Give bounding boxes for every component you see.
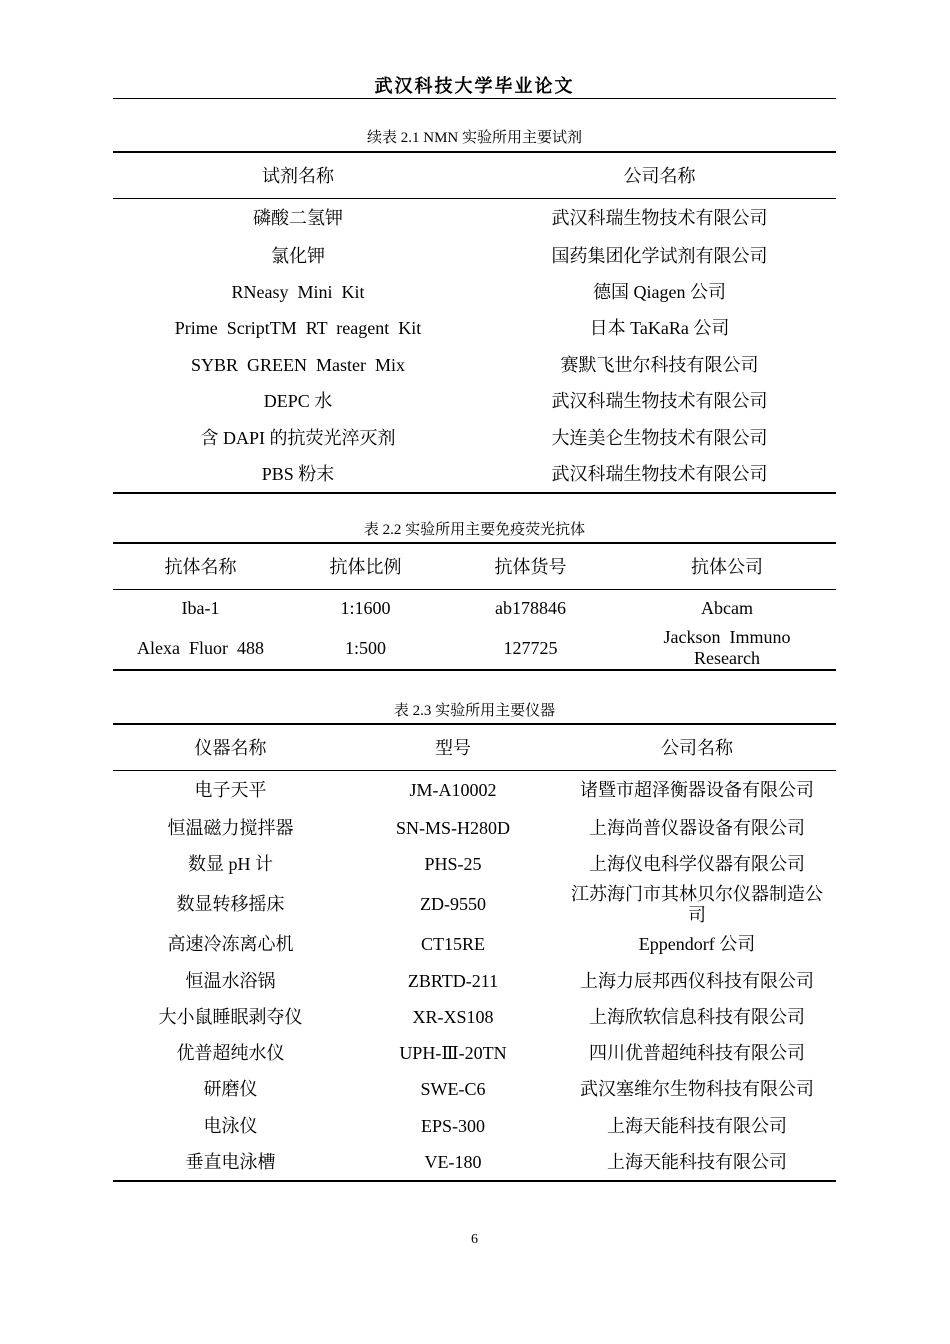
table-row	[113, 963, 836, 999]
table-cell: ZD-9550	[420, 894, 486, 915]
table-cell: 上海力辰邦西仪科技有限公司	[580, 970, 814, 991]
table-header-row	[113, 543, 836, 589]
column-header: 试剂名称	[262, 166, 334, 187]
column-header: 型号	[435, 738, 471, 759]
table-row	[113, 846, 836, 882]
table2-caption: 表 2.2 实验所用主要免疫荧光抗体	[363, 522, 586, 538]
table-cell: SN-MS-H280D	[395, 817, 510, 838]
table-cell: 日本 TaKaRa 公司	[589, 318, 730, 339]
table-cell: Alexa Fluor 488	[137, 637, 264, 658]
table-cell: 1:500	[344, 637, 386, 658]
table3-caption: 表 2.3 实验所用主要仪器	[393, 703, 556, 719]
table-row	[113, 589, 836, 627]
table-row	[113, 456, 836, 492]
column-header: 抗体货号	[494, 557, 567, 578]
table-cell: 研磨仪	[203, 1079, 258, 1100]
table-cell: VE-180	[424, 1151, 482, 1172]
table-cell: JM-A10002	[409, 779, 497, 800]
table-cell: 恒温水浴锅	[185, 970, 276, 991]
table-cell: CT15RE	[420, 934, 485, 955]
table-cell: ab178846	[495, 597, 566, 618]
table-cell: EPS-300	[420, 1115, 485, 1136]
table-cell: 数显转移摇床	[176, 894, 285, 915]
table-cell: 优普超纯水仪	[176, 1043, 285, 1064]
table-row	[113, 1035, 836, 1071]
instruments-table	[113, 723, 836, 1182]
column-header: 公司名称	[661, 738, 733, 759]
page-header-title: 武汉科技大学毕业论文	[374, 76, 575, 96]
table-cell: 电子天平	[194, 779, 267, 800]
table-cell: 诸暨市超泽衡器设备有限公司	[580, 779, 814, 800]
table-cell: UPH-Ⅲ-20TN	[399, 1043, 507, 1064]
column-header: 抗体比例	[329, 557, 402, 578]
table-cell: Eppendorf 公司	[638, 934, 756, 955]
table-cell: 127725	[503, 637, 558, 658]
table-row	[113, 198, 836, 238]
table-cell: Iba-1	[181, 597, 220, 618]
table1-caption: 续表 2.1 NMN 实验所用主要试剂	[366, 130, 582, 146]
table-cell: SWE-C6	[420, 1079, 486, 1100]
table-cell: 武汉塞维尔生物科技有限公司	[580, 1079, 814, 1100]
table-row	[113, 927, 836, 963]
table-cell: 垂直电泳槽	[185, 1151, 276, 1172]
table-row	[113, 311, 836, 347]
table-cell: PBS 粉末	[261, 463, 335, 484]
table-row	[113, 420, 836, 456]
column-header: 仪器名称	[194, 738, 267, 759]
table-cell: PHS-25	[424, 853, 482, 874]
table-header-row	[113, 724, 836, 770]
table-cell: 电泳仪	[203, 1115, 258, 1136]
table-row	[113, 810, 836, 846]
antibodies-table	[113, 542, 836, 671]
table-header-row	[113, 152, 836, 198]
table-row	[113, 347, 836, 383]
header-rule	[113, 98, 836, 99]
table-cell: 上海天能科技有限公司	[607, 1115, 787, 1136]
table-cell: 武汉科瑞生物技术有限公司	[551, 463, 768, 484]
table-cell: 上海尚普仪器设备有限公司	[589, 817, 805, 838]
table-row	[113, 1072, 836, 1108]
table-cell: SYBR GREEN Master Mix	[190, 354, 405, 375]
table-cell: 江苏海门市其林贝尔仪器制造公司	[571, 883, 823, 925]
table-row	[113, 999, 836, 1035]
table-cell: 磷酸二氢钾	[253, 207, 343, 228]
table-cell: 恒温磁力搅拌器	[167, 817, 294, 838]
table-row	[113, 1144, 836, 1180]
table-cell: 德国 Qiagen 公司	[593, 282, 726, 303]
table-cell: 国药集团化学试剂有限公司	[551, 245, 768, 266]
table-cell: 武汉科瑞生物技术有限公司	[551, 391, 768, 412]
table-cell: 上海欣软信息科技有限公司	[589, 1006, 805, 1027]
table-row	[113, 1108, 836, 1144]
reagents-table	[113, 151, 836, 494]
table-cell: 上海天能科技有限公司	[607, 1151, 787, 1172]
page-number: 6	[471, 1232, 478, 1247]
table-row	[113, 274, 836, 310]
table-cell: DEPC 水	[263, 391, 333, 412]
table-cell: 含 DAPI 的抗荧光淬灭剂	[200, 427, 396, 448]
table-cell: 氯化钾	[271, 245, 325, 266]
table-row	[113, 627, 836, 670]
table-cell: 四川优普超纯科技有限公司	[589, 1043, 805, 1064]
column-header: 抗体名称	[164, 557, 237, 578]
table-cell: Jackson Immuno Research	[663, 627, 795, 668]
column-header: 抗体公司	[691, 557, 763, 578]
table-cell: ZBRTD-211	[407, 970, 499, 991]
table-row	[113, 883, 836, 927]
table-cell: XR-XS108	[412, 1006, 494, 1027]
table-cell: 上海仪电科学仪器有限公司	[589, 853, 805, 874]
table-row	[113, 238, 836, 274]
table-cell: 大小鼠睡眠剥夺仪	[158, 1006, 303, 1027]
table-cell: 大连美仑生物技术有限公司	[551, 427, 768, 448]
table-cell: RNeasy Mini Kit	[231, 282, 365, 303]
table-cell: 赛默飞世尔科技有限公司	[560, 354, 759, 375]
table-cell: 高速冷冻离心机	[167, 934, 294, 955]
table-cell: 武汉科瑞生物技术有限公司	[551, 207, 768, 228]
table-cell: Abcam	[701, 597, 753, 618]
table-row	[113, 770, 836, 810]
table-row	[113, 384, 836, 420]
table-cell: 数显 pH 计	[188, 853, 273, 874]
column-header: 公司名称	[623, 166, 696, 187]
table-cell: 1:1600	[340, 597, 391, 618]
table-cell: Prime ScriptTM RT reagent Kit	[174, 318, 422, 339]
